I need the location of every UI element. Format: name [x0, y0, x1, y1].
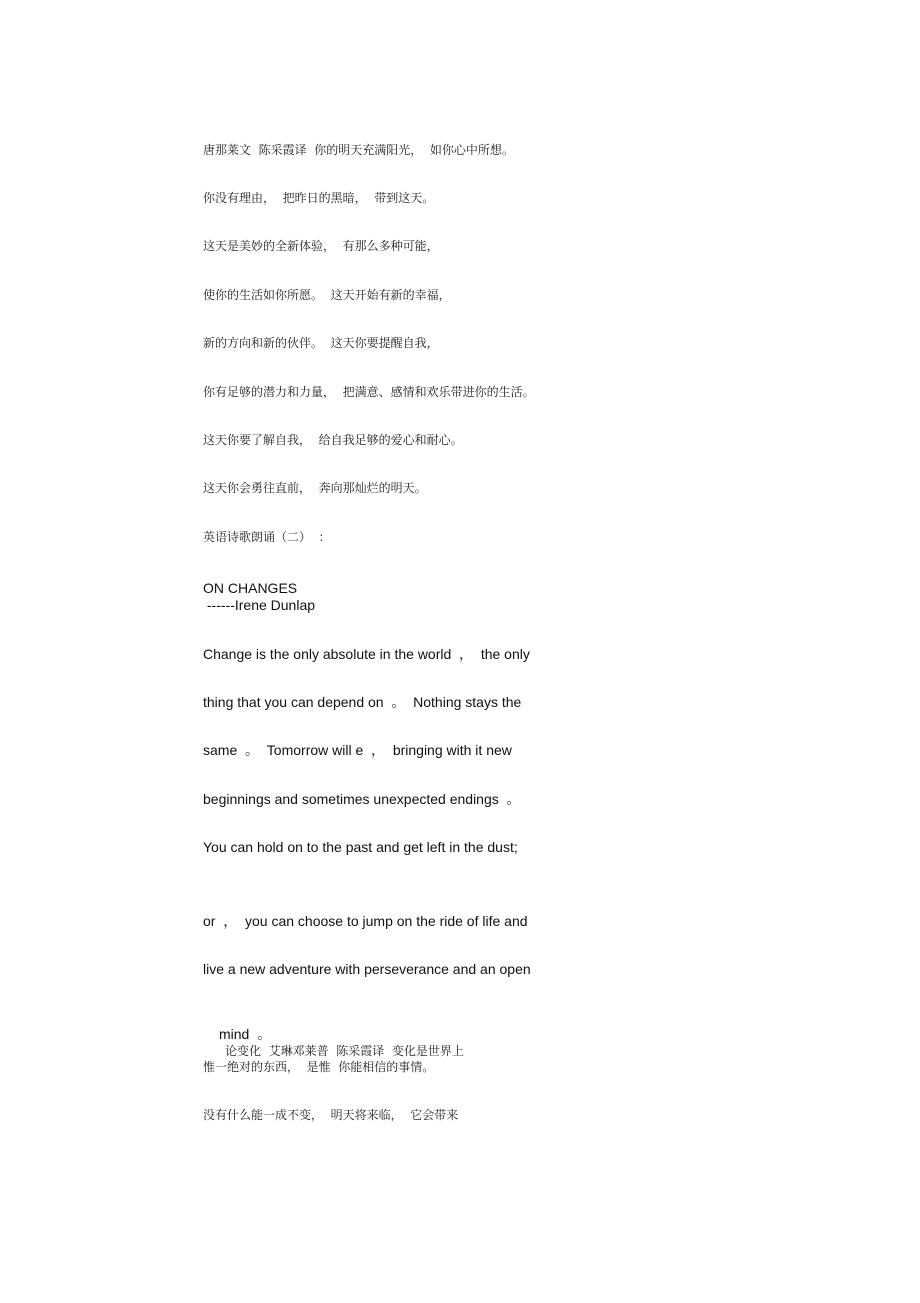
poem-author: ------Irene Dunlap	[203, 597, 316, 613]
poem-line-2: thing that you can depend on 。 Nothing stays the	[203, 694, 522, 710]
text-line-8: 这天你会勇往直前， 奔向那灿烂的明天。	[203, 481, 427, 495]
text-line-6: 你有足够的潜力和力量， 把满意、感情和欢乐带进你的生活。	[203, 385, 535, 399]
text-line-3: 这天是美妙的全新体验， 有那么多种可能，	[203, 239, 439, 253]
poem-title: ON CHANGES	[203, 580, 298, 596]
poem-line-8: mind 。	[219, 1026, 272, 1042]
poem-line-6: or ， you can choose to jump on the ride of life and	[203, 913, 528, 929]
text-line-1: 唐那莱文 陈采霞译 你的明天充满阳光， 如你心中所想。	[203, 143, 514, 157]
text-line-2: 你没有理由， 把昨日的黑暗， 带到这天。	[203, 191, 435, 205]
poem-line-5: You can hold on to the past and get left in the dust;	[203, 839, 518, 855]
poem-line-1: Change is the only absolute in the world ， the only	[203, 646, 530, 662]
text-line-5: 新的方向和新的伙伴。 这天你要提醒自我，	[203, 336, 439, 350]
text-line-4: 使你的生活如你所愿。 这天开始有新的幸福，	[203, 288, 451, 302]
text-line-7: 这天你要了解自我， 给自我足够的爱心和耐心。	[203, 433, 463, 447]
translation-line-2: 没有什么能一成不变， 明天将来临， 它会带来	[203, 1108, 459, 1122]
poem-line-7: live a new adventure with perseverance and an open	[203, 961, 531, 977]
poem-line-4: beginnings and sometimes unexpected endings 。	[203, 791, 521, 807]
poem-line-3: same 。 Tomorrow will e ， bringing with it new	[203, 742, 512, 758]
translation-heading: 论变化 艾琳邓莱普 陈采霞译 变化是世界上	[225, 1044, 464, 1058]
section-heading: 英语诗歌朗诵（二） ：	[203, 530, 331, 544]
translation-line-1: 惟一绝对的东西， 是惟 你能相信的事情。	[203, 1060, 435, 1074]
